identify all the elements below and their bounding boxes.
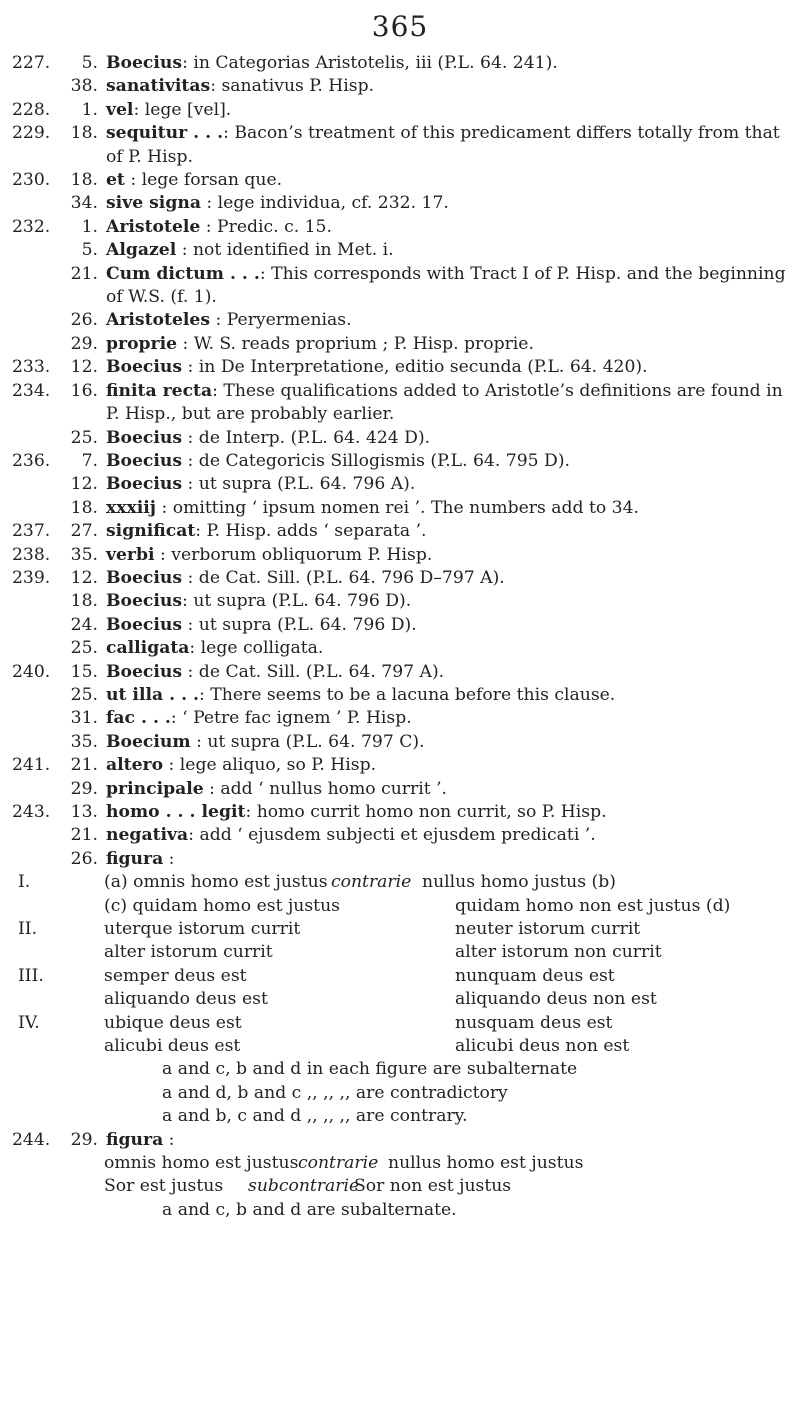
figure-roman-numeral: II.: [18, 919, 38, 939]
note-text: : not identified in Met. i.: [176, 240, 394, 261]
note-text: : homo currit homo non currit, so P. Hisp.: [245, 802, 607, 822]
figure-proposition: omnis homo est justus: [104, 1152, 299, 1173]
note-headword: negativa: [106, 825, 189, 846]
note-headword: finita recta: [106, 380, 213, 401]
figure-relation-text: a and b, c and d ,, ,, ,, are contrary.: [162, 1106, 468, 1127]
note-text: : de Categoricis Sillogismis (P.L. 64. 795 D).: [182, 450, 571, 471]
note-text: : ‘ Petre fac ignem ’ P. Hisp.: [170, 708, 412, 729]
note-entry: [0, 684, 800, 707]
figure-relation-note: [0, 1105, 800, 1128]
note-text: : ut supra (P.L. 64. 796 A).: [182, 474, 416, 495]
note-page-ref: 241.: [12, 755, 51, 776]
figure-relation-label: contrarie: [298, 1152, 379, 1173]
note-line-ref: 34.: [70, 193, 98, 214]
figure-right-proposition: aliquando deus non est: [455, 989, 657, 1010]
note-headword: Algazel: [106, 240, 177, 261]
note-text: : Peryermenias.: [210, 310, 352, 331]
note-entry: [0, 356, 800, 379]
note-entry: [0, 239, 800, 262]
note-page-ref: 238.: [12, 544, 51, 565]
note-entry: [0, 520, 800, 543]
note-page-ref: 237.: [12, 521, 51, 542]
note-text: : lege [vel].: [133, 99, 232, 120]
figure-row: [0, 1152, 800, 1175]
figure-right-proposition: neuter istorum currit: [455, 919, 641, 939]
note-entry: [0, 661, 800, 684]
note-text: : de Interp. (P.L. 64. 424 D).: [182, 427, 431, 448]
note-text: : add ‘ ejusdem subjecti et ejusdem predicati ’.: [188, 825, 596, 846]
note-headword: verbi: [106, 544, 155, 565]
figure-right-proposition: nusquam deus est: [455, 1012, 613, 1033]
note-text: : P. Hisp. adds ‘ separata ’.: [195, 521, 427, 542]
note-text: : This corresponds with Tract I of P. Hisp. and the beginning of W.S. (f. 1).: [106, 263, 786, 308]
note-page-ref: 234.: [12, 380, 51, 401]
note-entry: [0, 380, 800, 427]
note-entry: [0, 473, 800, 496]
figure-relation-label: contrarie: [331, 872, 412, 893]
figure-left-proposition: (a) omnis homo est justus: [104, 872, 328, 893]
note-line-ref: 25.: [70, 638, 98, 659]
note-headword: Boecius: [106, 591, 183, 612]
figure-subcontrary: [0, 1152, 800, 1222]
note-text: : lege colligata.: [189, 638, 324, 659]
note-text: : lege aliquo, so P. Hisp.: [163, 755, 377, 776]
note-text: : ut supra (P.L. 64. 797 C).: [190, 731, 425, 752]
note-page-ref: 227.: [12, 53, 51, 73]
note-entry: [0, 848, 800, 871]
note-text: : omitting ‘ ipsum nomen rei ’. The numbers add to 34.: [156, 497, 640, 518]
figure-left-proposition: semper deus est: [104, 965, 247, 986]
note-page-ref: 232.: [12, 216, 51, 237]
note-entry: [0, 824, 800, 847]
note-entry: [0, 497, 800, 520]
figure-left-proposition: ubique deus est: [104, 1012, 242, 1033]
note-page-ref: 230.: [12, 170, 51, 191]
note-line-ref: 5.: [81, 240, 98, 261]
note-line-ref: 24.: [70, 614, 98, 635]
note-headword: figura: [106, 848, 164, 869]
note-entry: [0, 567, 800, 590]
note-text: : W. S. reads proprium ; P. Hisp. proprie.: [177, 333, 534, 354]
note-line-ref: 25.: [70, 684, 98, 705]
note-page-ref: 236.: [12, 450, 51, 471]
note-page-ref: 228.: [12, 99, 51, 120]
figure-proposition: Sor est justus: [104, 1176, 224, 1197]
note-line-ref: 18.: [70, 497, 98, 518]
note-headword: Boecius: [106, 427, 183, 448]
note-entry: [0, 614, 800, 637]
note-text: : add ‘ nullus homo currit ’.: [203, 778, 448, 799]
figure-row: [0, 871, 800, 894]
figure-square-of-opposition: [0, 871, 800, 1128]
note-headword: Cum dictum . . .: [106, 263, 260, 284]
note-headword: Boecius: [106, 567, 183, 588]
note-headword: sequitur . . .: [106, 123, 224, 144]
note-text: : Predic. c. 15.: [200, 216, 332, 237]
note-entry: [0, 731, 800, 754]
figure-left-proposition: alicubi deus est: [104, 1035, 241, 1056]
note-entry: [0, 263, 800, 310]
figure-proposition: a and c, b and d are subalternate.: [162, 1199, 457, 1220]
note-headword: et: [106, 170, 125, 191]
note-text: : de Cat. Sill. (P.L. 64. 797 A).: [182, 661, 445, 682]
figure-proposition: Sor non est justus: [354, 1176, 512, 1197]
figure-right-proposition: alter istorum non currit: [455, 942, 662, 963]
note-line-ref: 18.: [70, 170, 98, 191]
note-text: : ut supra (P.L. 64. 796 D).: [182, 591, 412, 612]
note-line-ref: 15.: [70, 661, 98, 682]
note-headword: fac . . .: [106, 708, 171, 729]
note-line-ref: 12.: [70, 357, 98, 378]
note-text: : sanativus P. Hisp.: [210, 76, 375, 97]
note-text: : verborum obliquorum P. Hisp.: [154, 544, 433, 565]
note-page-ref: 233.: [12, 357, 51, 378]
note-entry: [0, 637, 800, 660]
figure-roman-numeral: IV.: [18, 1012, 40, 1033]
note-page-ref: 239.: [12, 567, 51, 588]
note-line-ref: 29.: [70, 333, 98, 354]
figure-relation-note: [0, 1082, 800, 1105]
note-text: : de Cat. Sill. (P.L. 64. 796 D–797 A).: [182, 567, 505, 588]
note-line-ref: 25.: [70, 427, 98, 448]
note-text: : in Categorias Aristotelis, iii (P.L. 64. 241).: [182, 53, 558, 73]
note-line-ref: 12.: [70, 474, 98, 495]
figure-proposition: nullus homo est justus: [388, 1152, 584, 1173]
notes-list: [0, 52, 800, 1222]
note-line-ref: 12.: [70, 567, 98, 588]
note-text: : ut supra (P.L. 64. 796 D).: [182, 614, 417, 635]
figure-row: [0, 895, 800, 918]
note-text: :: [163, 1129, 175, 1150]
figure-right-proposition: nunquam deus est: [455, 965, 615, 986]
figure-row: [0, 988, 800, 1011]
note-headword: xxxiij: [106, 497, 157, 518]
note-page-ref: 229.: [12, 123, 51, 144]
note-headword: Boecius: [106, 474, 183, 495]
note-headword: sive signa: [106, 193, 201, 214]
figure-relation-text: a and c, b and d in each figure are subalternate: [162, 1059, 578, 1080]
note-headword: ut illa . . .: [106, 684, 200, 705]
note-headword: Boecium: [106, 731, 191, 752]
note-text: : lege individua, cf. 232. 17.: [200, 193, 449, 214]
note-line-ref: 29.: [70, 1129, 98, 1150]
note-entry: [0, 778, 800, 801]
note-line-ref: 18.: [70, 123, 98, 144]
note-entry: [0, 450, 800, 473]
note-entry: [0, 169, 800, 192]
note-page-ref: 244.: [12, 1129, 51, 1150]
note-headword: Boecius: [106, 614, 183, 635]
note-text: : in De Interpretatione, editio secunda (P.L. 64. 420).: [182, 357, 648, 378]
note-headword: calligata: [106, 638, 190, 659]
note-line-ref: 38.: [70, 76, 98, 97]
note-headword: altero: [106, 755, 164, 776]
note-line-ref: 27.: [70, 521, 98, 542]
note-text: : lege forsan que.: [124, 170, 283, 191]
note-line-ref: 35.: [70, 544, 98, 565]
figure-row: [0, 918, 800, 941]
note-headword: Boecius: [106, 661, 183, 682]
figure-row: [0, 1012, 800, 1035]
note-entry: [0, 216, 800, 239]
note-entry: [0, 75, 800, 98]
note-line-ref: 21.: [70, 755, 98, 776]
note-headword: Boecius: [106, 357, 183, 378]
note-line-ref: 31.: [70, 708, 98, 729]
note-headword: proprie: [106, 333, 178, 354]
note-text: : These qualifications added to Aristotle’s definitions are found in P. Hisp., but are probably earlier.: [106, 380, 783, 425]
note-entry: [0, 754, 800, 777]
figure-roman-numeral: III.: [18, 965, 44, 986]
note-entry: [0, 52, 800, 75]
note-line-ref: 35.: [70, 731, 98, 752]
note-line-ref: 29.: [70, 778, 98, 799]
note-entry: [0, 1129, 800, 1152]
note-entry: [0, 192, 800, 215]
figure-row: [0, 1175, 800, 1198]
figure-left-proposition: aliquando deus est: [104, 989, 268, 1010]
note-text: :: [163, 848, 175, 869]
figure-left-proposition: uterque istorum currit: [104, 919, 301, 939]
note-line-ref: 13.: [70, 802, 98, 822]
note-line-ref: 21.: [70, 263, 98, 284]
note-line-ref: 18.: [70, 591, 98, 612]
note-headword: significat: [106, 521, 196, 542]
note-headword: Boecius: [106, 450, 183, 471]
note-page-ref: 243.: [12, 802, 51, 822]
note-headword: Aristoteles: [106, 310, 211, 331]
note-entry: [0, 99, 800, 122]
note-headword: homo . . . legit: [106, 802, 246, 822]
figure-relation-note: [0, 1058, 800, 1081]
note-line-ref: 5.: [81, 53, 98, 73]
note-headword: Aristotele: [106, 216, 201, 237]
figure-right-proposition: alicubi deus non est: [455, 1035, 630, 1056]
note-headword: principale: [106, 778, 204, 799]
note-line-ref: 7.: [81, 450, 98, 471]
page-number: 365: [371, 10, 429, 43]
note-line-ref: 1.: [81, 99, 98, 120]
figure-row: [0, 1035, 800, 1058]
note-entry: [0, 801, 800, 824]
note-line-ref: 21.: [70, 825, 98, 846]
figure-row: [0, 941, 800, 964]
figure-right-proposition: quidam homo non est justus (d): [455, 895, 731, 916]
note-entry: [0, 707, 800, 730]
note-entry: [0, 544, 800, 567]
note-headword: vel: [106, 99, 134, 120]
note-line-ref: 16.: [70, 380, 98, 401]
figure-roman-numeral: I.: [18, 872, 31, 893]
note-entry: [0, 427, 800, 450]
figure-relation-text: a and d, b and c ,, ,, ,, are contradictory: [162, 1082, 508, 1103]
note-headword: Boecius: [106, 53, 183, 73]
note-page-ref: 240.: [12, 661, 51, 682]
note-entry: [0, 590, 800, 613]
note-line-ref: 1.: [81, 216, 98, 237]
figure-row: [0, 1199, 800, 1222]
note-text: : Bacon’s treatment of this predicament differs totally from that of P. Hisp.: [106, 123, 780, 167]
figure-row: [0, 965, 800, 988]
figure-left-proposition: alter istorum currit: [104, 942, 273, 963]
note-text: : There seems to be a lacuna before this clause.: [199, 684, 616, 705]
figure-right-proposition: nullus homo justus (b): [422, 872, 616, 893]
note-line-ref: 26.: [70, 310, 98, 331]
note-headword: figura: [106, 1129, 164, 1150]
note-entry: [0, 309, 800, 332]
figure-left-proposition: (c) quidam homo est justus: [104, 895, 340, 916]
note-line-ref: 26.: [70, 848, 98, 869]
note-entry: [0, 333, 800, 356]
figure-relation-label: subcontrarie: [248, 1176, 360, 1197]
note-entry: [0, 122, 800, 169]
note-headword: sanativitas: [106, 76, 211, 97]
